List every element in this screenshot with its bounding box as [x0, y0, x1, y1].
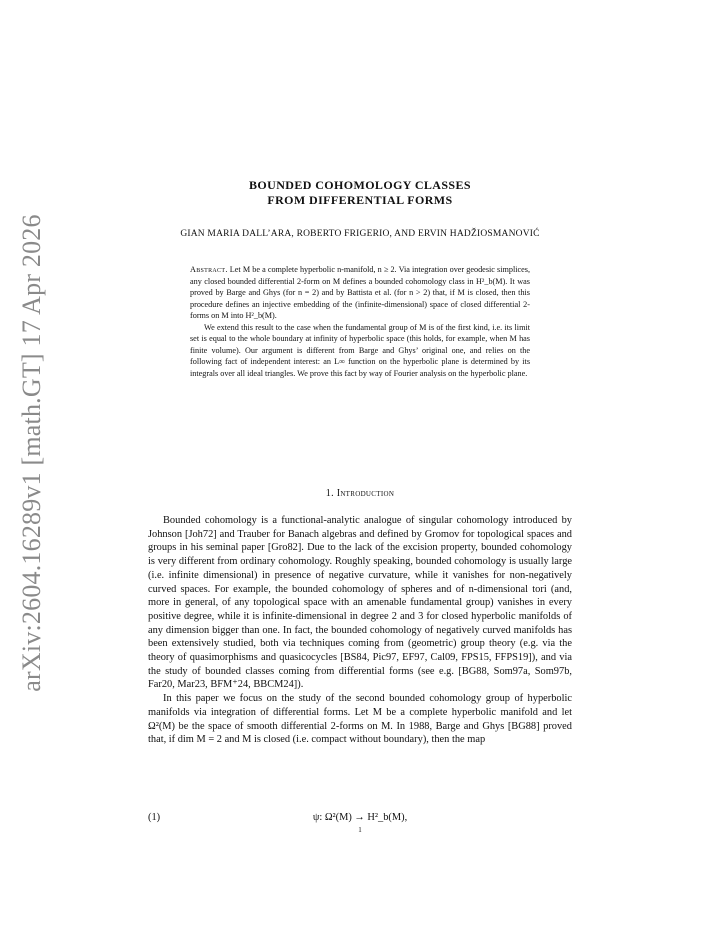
abstract-paragraph-2: We extend this result to the case when the fundamental group of M is of the first kind, i.e. its limit set is equal to the whole boundary at infinity of hyperbolic space (this holds, for example, when M has finite volume). Our argument is different from Barge and Ghys’ original one, and relies on the following fact of independent interest: an L∞ function on the hyperbolic plane is determined by its integrals over all ideal triangles. We prove this fact by way of Fourier analysis on the hyperbolic plane. — [190, 322, 530, 378]
abstract-label: Abstract. — [190, 265, 228, 274]
paper-title — [0, 178, 720, 208]
title-line-2: FROM DIFFERENTIAL FORMS — [267, 193, 453, 207]
equation-formula: ψ: Ω²(M) → H²_b(M), — [312, 812, 408, 823]
abstract-paragraph-1 — [190, 264, 530, 322]
section-heading: 1. Introduction — [325, 488, 395, 499]
authors: GIAN MARIA DALL’ARA, ROBERTO FRIGERIO, AND ERVIN HADŽIOSMANOVIĆ — [180, 229, 540, 239]
equation-number: (1) — [148, 812, 161, 823]
arxiv-stamp-text: arXiv:2604.16289v1 [math.GT] 17 Apr 2026 — [17, 214, 46, 692]
arxiv-stamp — [12, 214, 52, 692]
introduction-body — [148, 514, 572, 747]
abstract — [190, 264, 530, 379]
intro-paragraph-1: Bounded cohomology is a functional-analytic analogue of singular cohomology introduced by Johnson [Joh72] and Trauber for Banach algebras and defined by Gromov for topological spaces and groups in his seminal paper [Gro82]. Due to the lack of the excision property, bounded cohomology is very different from ordinary cohomology. Roughly speaking, bounded cohomology is usually large (i.e. infinite dimensional) in presence of negative curvature, while it vanishes for non-negatively curved spaces. For example, the bounded cohomology of spheres and of n-dimensional tori (and, more in general, of any topological space with an amenable fundamental group) vanishes in every positive degree, while it is infinite-dimensional in degree 2 and 3 for closed hyperbolic manifolds of any dimension bigger than one. In fact, the bounded cohomology of negatively curved manifolds has been extensively studied, both via techniques coming from (geometric) group theory (e.g. via the theory of quasimorphisms and quasicocycles [BS84, Pic97, EF97, Cal09, FPS15, FFPS19]), and via the study of bounded classes coming from differential forms (see e.g. [BG88, Som97a, Som97b, Far20, Mar23, BFM⁺24, BBCM24]). — [148, 515, 572, 691]
title-line-1: BOUNDED COHOMOLOGY CLASSES — [249, 178, 471, 192]
page-number: 1 — [358, 826, 362, 834]
intro-paragraph-2: In this paper we focus on the study of the second bounded cohomology group of hyperbolic manifolds via integration of differential forms. Let M be a complete hyperbolic manifold and let Ω²(M) be the space of smooth differential 2-forms on M. In 1988, Barge and Ghys [BG88] proved that, if dim M = 2 and M is closed (i.e. compact without boundary), then the map — [148, 693, 572, 746]
abstract-text-1: Let M be a complete hyperbolic n-manifold, n ≥ 2. Via integration over geodesic simplices, any closed bounded differential 2-form on M defines a bounded cohomology class in H²_b(M). It was proved by Barge and Ghys (for n = 2) and by Battista et al. (for n > 2) that, if M is closed, then this procedure defines an injective embedding of the (infinite-dimensional) space of closed differential 2-forms on M into H²_b(M). — [190, 265, 531, 320]
